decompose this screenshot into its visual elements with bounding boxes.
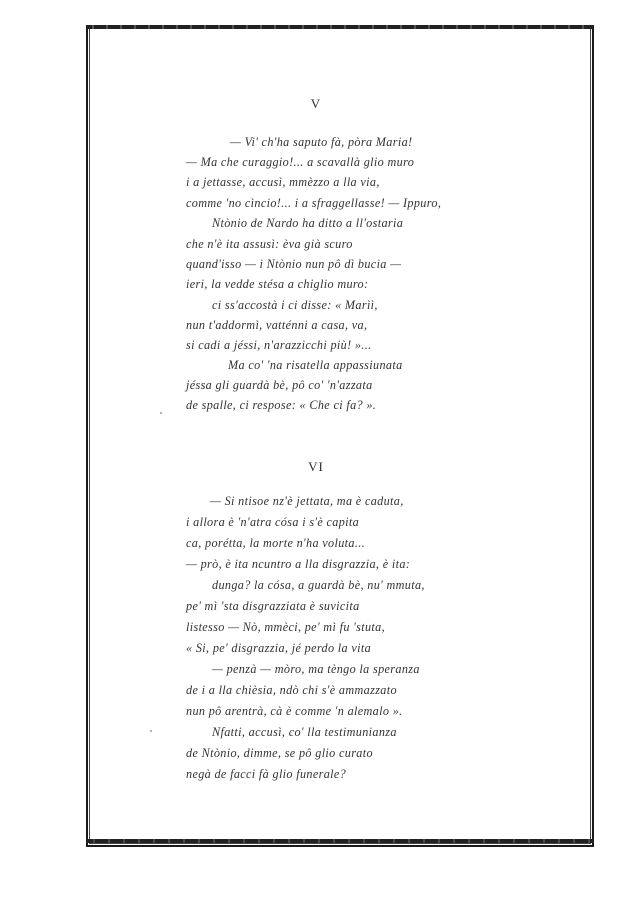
poem-line: i a jettasse, accusì, mmèzzo a lla via,: [186, 175, 380, 189]
page-border-bottom: [86, 839, 594, 843]
poem-line: listesso — Nò, mmèci, pe' mì fu 'stuta,: [186, 620, 385, 634]
poem-line: negà de facci fà glio funerale?: [186, 767, 347, 781]
poem-line: Ma co' 'na risatella appassiunata: [228, 358, 403, 372]
poem-line: i allora è 'n'atra cósa i s'è capita: [186, 515, 360, 529]
poem-line: — penzà — mòro, ma tèngo la speranza: [212, 662, 420, 676]
poem-line: — Ma che curaggio!... a scavallà glio muro: [186, 155, 415, 169]
section-heading-v: V: [310, 96, 322, 111]
poem-line: Ntònio de Nardo ha ditto a ll'ostaria: [212, 216, 404, 230]
poem-line: pe' mì 'sta disgrazziata è suvicita: [186, 599, 360, 613]
scan-speck: [160, 412, 162, 414]
poem-line: quand'isso — i Ntònio nun pô dì bucia —: [186, 257, 402, 271]
poem-line: nun t'addormì, vatténni a casa, va,: [186, 318, 368, 332]
poem-line: nun pô arentrà, cà è comme 'n alemalo ».: [186, 704, 403, 718]
scan-speck: [150, 730, 152, 732]
poem-line: dunga? la cósa, a guardà bè, nu' mmuta,: [212, 578, 425, 592]
page-border-top: [86, 25, 594, 29]
poem-line: jéssa gli guardà bè, pô co' 'n'azzata: [186, 378, 373, 392]
poem-line: ieri, la vedde stésa a chiglio muro:: [186, 277, 369, 291]
poem-line: ca, porétta, la morte n'ha voluta...: [186, 536, 366, 550]
poem-line: — Si ntisoe nz'è jettata, ma è caduta,: [210, 494, 404, 508]
poem-line: che n'è ita assusì: èva già scuro: [186, 237, 353, 251]
poem-line: — prò, è ita ncuntro a lla disgrazzia, è ita:: [186, 557, 411, 571]
poem-line: de spalle, ci respose: « Che ci fa? ».: [186, 398, 377, 412]
poem-line: — Vi' ch'ha saputo fà, pòra Maria!: [230, 135, 413, 149]
poem-line: de Ntònio, dimme, se pô glio curato: [186, 746, 373, 760]
poem-line: ci ss'accostà i ci disse: « Marìì,: [212, 298, 378, 312]
poem-line: de i a lla chièsia, ndò chi s'è ammazzato: [186, 683, 397, 697]
poem-line: « Si, pe' disgrazzia, jé perdo la vita: [186, 641, 372, 655]
poem-line: Nfatti, accusì, co' lla testimunianza: [212, 725, 397, 739]
poem-line: si cadi a jéssi, n'arazzicchi più! »...: [186, 338, 372, 352]
poem-line: comme 'no cìncio!... i a sfraggellasse! — Ippuro,: [186, 196, 442, 210]
section-heading-vi: VI: [308, 459, 324, 474]
